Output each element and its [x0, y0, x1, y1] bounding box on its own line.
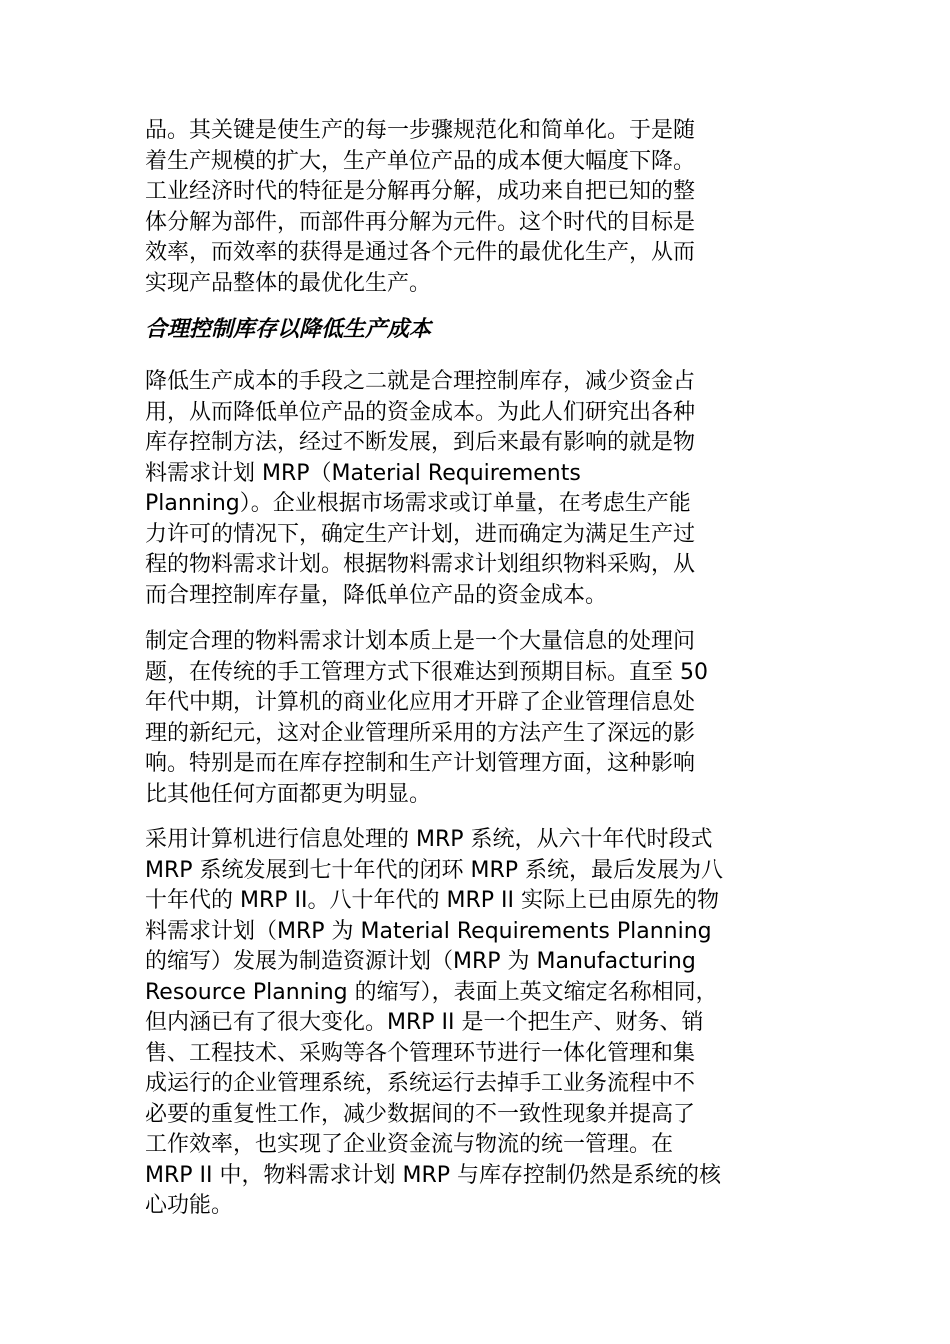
- text-line: 采用计算机进行信息处理的 MRP 系统，从六十年代时段式: [145, 827, 713, 852]
- paragraph-industrial-economy: [145, 116, 695, 299]
- text-line: 实现产品整体的最优化生产。: [145, 270, 432, 296]
- text-line: 的缩写）发展为制造资源计划（MRP 为 Manufacturing: [145, 949, 696, 974]
- text-line: 但内涵已有了很大变化。MRP II 是一个把生产、财务、销: [145, 1010, 704, 1035]
- text-line: 制定合理的物料需求计划本质上是一个大量信息的处理问: [145, 629, 696, 654]
- paragraph-mrp-evolution: [145, 825, 723, 1222]
- text-line: 题，在传统的手工管理方式下很难达到预期目标。直至 50: [145, 659, 708, 685]
- text-line: 年代中期，计算机的商业化应用才开辟了企业管理信息处: [145, 690, 696, 715]
- text-line: 成运行的企业管理系统，系统运行去掉手工业务流程中不: [145, 1071, 696, 1096]
- text-line: 理的新纪元，这对企业管理所采用的方法产生了深远的影: [145, 720, 696, 746]
- text-line: MRP 系统发展到七十年代的闭环 MRP 系统，最后发展为八: [145, 857, 724, 883]
- text-line: MRP II 中，物料需求计划 MRP 与库存控制仍然是系统的核: [145, 1162, 722, 1188]
- text-line: 比其他任何方面都更为明显。: [145, 781, 432, 807]
- paragraph-information-processing: [145, 627, 708, 810]
- text-line: 而合理控制库存量，降低单位产品的资金成本。: [145, 582, 608, 608]
- text-line: 力许可的情况下，确定生产计划，进而确定为满足生产过: [145, 521, 696, 547]
- text-line: 响。特别是而在库存控制和生产计划管理方面，这种影响: [145, 751, 696, 776]
- text-line: 库存控制方法，经过不断发展，到后来最有影响的就是物: [145, 430, 696, 455]
- text-line: Resource Planning 的缩写），表面上英文缩定名称相同，: [145, 979, 718, 1005]
- paragraph-inventory-control: [145, 367, 695, 611]
- text-line: 品。其关键是使生产的每一步骤规范化和简单化。于是随: [145, 118, 696, 143]
- text-line: 十年代的 MRP II。八十年代的 MRP II 实际上已由原先的物: [145, 888, 719, 913]
- text-line: 售、工程技术、采购等各个管理环节进行一体化管理和集: [145, 1040, 696, 1066]
- section-heading: 合理控制库存以降低生产成本: [145, 317, 432, 342]
- text-line: 心功能。: [145, 1193, 234, 1218]
- text-line: 效率，而效率的获得是通过各个元件的最优化生产，从而: [145, 240, 696, 265]
- text-line: 程的物料需求计划。根据物料需求计划组织物料采购，从: [145, 552, 696, 577]
- text-line: 工业经济时代的特征是分解再分解，成功来自把已知的整: [145, 179, 696, 204]
- text-line: 体分解为部件，而部件再分解为元件。这个时代的目标是: [145, 209, 696, 235]
- text-line: Planning）。企业根据市场需求或订单量，在考虑生产能: [145, 491, 691, 516]
- text-line: 工作效率，也实现了企业资金流与物流的统一管理。在: [145, 1132, 674, 1157]
- text-line: 料需求计划 MRP（Material Requirements: [145, 460, 581, 486]
- text-line: 着生产规模的扩大，生产单位产品的成本便大幅度下降。: [145, 148, 696, 174]
- text-line: 降低生产成本的手段之二就是合理控制库存，减少资金占: [145, 369, 696, 394]
- text-line: 料需求计划（MRP 为 Material Requirements Planning: [145, 918, 712, 944]
- text-line: 必要的重复性工作，减少数据间的不一致性现象并提高了: [145, 1101, 696, 1127]
- text-line: 用，从而降低单位产品的资金成本。为此人们研究出各种: [145, 399, 696, 425]
